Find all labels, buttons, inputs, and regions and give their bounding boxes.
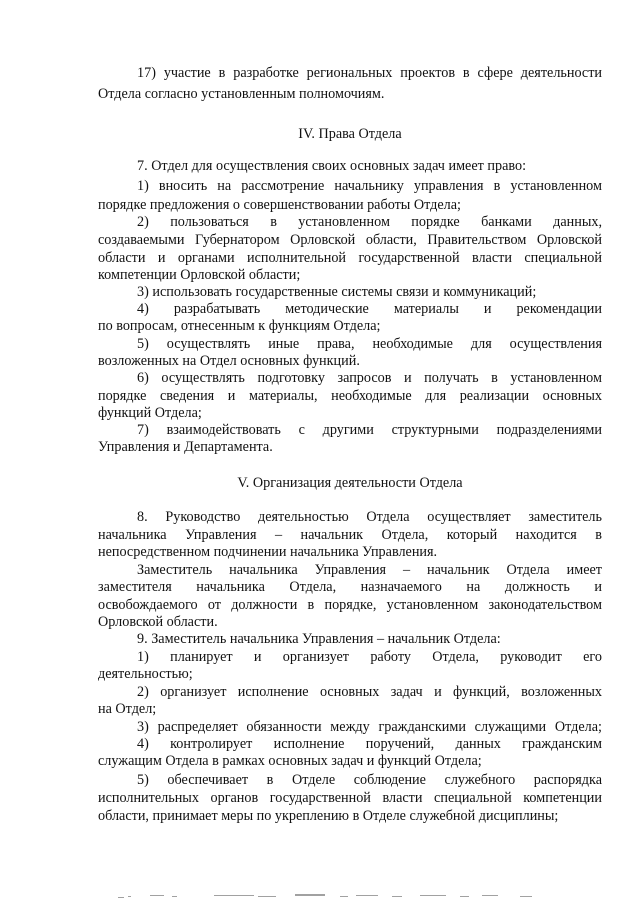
text-line: Управления и Департамента. bbox=[98, 439, 273, 455]
text-line: заместителя начальника Отдела, назначаемого на должность и bbox=[98, 579, 602, 595]
text-line: начальника Управления – начальник Отдела, который находится в bbox=[98, 527, 602, 543]
text-line: порядке предложения о совершенствовании работы Отдела; bbox=[98, 197, 461, 213]
text-line: служащим Отдела в рамках основных задач и функций Отдела; bbox=[98, 753, 482, 769]
text-line: 2) пользоваться в установленном порядке банками данных, bbox=[137, 214, 602, 230]
text-line: 3) распределяет обязанности между гражданскими служащими Отдела; bbox=[137, 719, 602, 735]
text-line: возложенных на Отдел основных функций. bbox=[98, 353, 360, 369]
text-line: исполнительных органов государственной власти специальной компетенции bbox=[98, 790, 602, 806]
text-line: по вопросам, отнесенным к функциям Отдела; bbox=[98, 318, 381, 334]
text-line: создаваемыми Губернатором Орловской области, Правительством Орловской bbox=[98, 232, 602, 248]
text-line: 7. Отдел для осуществления своих основных задач имеет право: bbox=[137, 158, 527, 174]
text-line: компетенции Орловской области; bbox=[98, 267, 301, 283]
text-line: области и органами исполнительной государственной власти специальной bbox=[98, 250, 602, 266]
section-heading-v: V. Организация деятельности Отдела bbox=[237, 475, 463, 491]
text-line: 5) осуществлять иные права, необходимые для осуществления bbox=[137, 336, 602, 352]
text-line: 1) вносить на рассмотрение начальнику управления в установленном bbox=[137, 178, 602, 194]
text-line: Отдела согласно установленным полномочиям. bbox=[98, 86, 385, 102]
text-line: функций Отдела; bbox=[98, 405, 202, 421]
text-line: 5) обеспечивает в Отделе соблюдение служебного распорядка bbox=[137, 772, 602, 788]
text-line: порядке сведения и материалы, необходимые для реализации основных bbox=[98, 388, 602, 404]
text-line: 2) организует исполнение основных задач и функций, возложенных bbox=[137, 684, 602, 700]
text-line: Заместитель начальника Управления – начальник Отдела имеет bbox=[137, 562, 602, 578]
text-line: 4) контролирует исполнение поручений, данных гражданским bbox=[137, 736, 602, 752]
text-line: на Отдел; bbox=[98, 701, 157, 717]
text-line: освобождаемого от должности в порядке, установленном законодательством bbox=[98, 597, 602, 613]
text-line: 7) взаимодействовать с другими структурными подразделениями bbox=[137, 422, 602, 438]
text-line: Орловской области. bbox=[98, 614, 218, 630]
text-line: 8. Руководство деятельностью Отдела осуществляет заместитель bbox=[137, 509, 602, 525]
text-line: области, принимает меры по укреплению в Отделе служебной дисциплины; bbox=[98, 808, 559, 824]
text-line: непосредственном подчинении начальника Управления. bbox=[98, 544, 438, 560]
text-line: деятельностью; bbox=[98, 666, 193, 682]
text-line: 9. Заместитель начальника Управления – начальник Отдела: bbox=[137, 631, 501, 647]
text-line: 17) участие в разработке региональных проектов в сфере деятельности bbox=[137, 65, 602, 81]
text-line: 4) разрабатывать методические материалы и рекомендации bbox=[137, 301, 602, 317]
text-line: 1) планирует и организует работу Отдела, руководит его bbox=[137, 649, 602, 665]
text-line: 3) использовать государственные системы связи и коммуникаций; bbox=[137, 284, 537, 300]
section-heading-iv: IV. Права Отдела bbox=[298, 126, 402, 142]
text-line: 6) осуществлять подготовку запросов и получать в установленном bbox=[137, 370, 602, 386]
scan-noise bbox=[0, 887, 640, 905]
